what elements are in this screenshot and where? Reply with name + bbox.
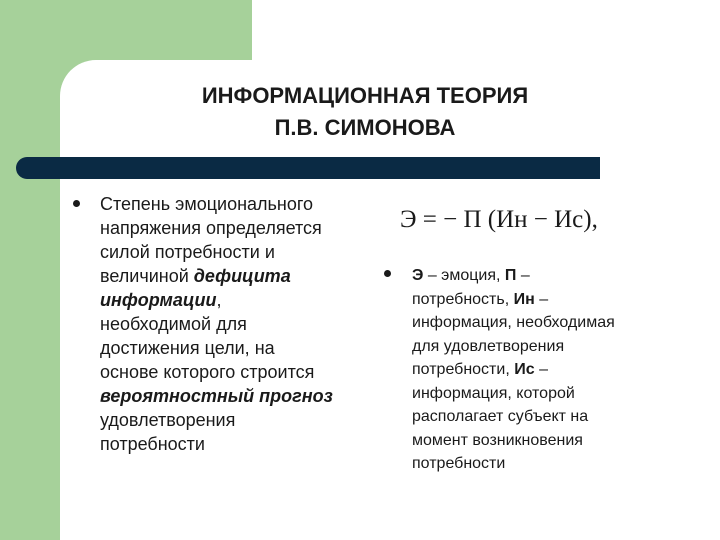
right-line-part: – эмоция, bbox=[423, 267, 505, 284]
right-line-part: потребность, bbox=[412, 290, 514, 308]
right-line bbox=[412, 358, 712, 382]
right-line: момент возникновения bbox=[412, 431, 583, 449]
right-line: потребности bbox=[412, 455, 506, 472]
emphasis-information: информации bbox=[100, 290, 217, 310]
right-line bbox=[412, 264, 712, 288]
right-line: информация, необходимая bbox=[412, 314, 615, 331]
right-line-part: – bbox=[534, 361, 548, 378]
right-line: для удовлетворения bbox=[412, 337, 565, 355]
left-bullet-dot bbox=[73, 200, 80, 207]
left-line: основе которого строится bbox=[100, 362, 315, 382]
title-line-1: ИНФОРМАЦИОННАЯ ТЕОРИЯ bbox=[201, 83, 529, 108]
symbol-e: Э bbox=[412, 267, 424, 284]
title-line-2: П.В. СИМОНОВА bbox=[274, 115, 456, 140]
left-line: удовлетворения bbox=[100, 410, 236, 430]
title-divider-bar bbox=[16, 157, 600, 179]
left-bullet-text bbox=[100, 192, 400, 456]
right-line bbox=[412, 288, 712, 312]
left-line: необходимой для bbox=[100, 314, 247, 334]
symbol-in: Ин bbox=[513, 290, 535, 308]
right-bullet-text bbox=[412, 264, 712, 476]
symbol-p: П bbox=[504, 267, 517, 284]
emphasis-probabilistic-forecast: вероятностный прогноз bbox=[100, 386, 333, 406]
right-line-part: потребности, bbox=[412, 361, 515, 378]
left-line: Степень эмоционального bbox=[100, 194, 314, 214]
emphasis-deficit: дефицита bbox=[193, 266, 291, 286]
left-line bbox=[100, 288, 400, 312]
right-line: информация, которой bbox=[412, 384, 575, 402]
right-bullet-dot bbox=[384, 270, 391, 277]
left-line bbox=[100, 264, 400, 288]
green-left-strip bbox=[0, 0, 60, 540]
left-line: достижения цели, на bbox=[100, 338, 275, 358]
simonov-formula: Э = − П (Ин − Ис), bbox=[400, 206, 598, 233]
left-line-part: , bbox=[216, 290, 222, 310]
right-line: располагает субъект на bbox=[412, 408, 589, 425]
symbol-is: Ис bbox=[514, 361, 535, 378]
left-line: потребности bbox=[100, 434, 205, 454]
left-line: силой потребности и bbox=[100, 242, 275, 262]
slide-title bbox=[120, 80, 610, 144]
right-line-part: – bbox=[516, 267, 530, 284]
left-line-part: величиной bbox=[100, 266, 194, 286]
right-line-part: – bbox=[534, 290, 549, 308]
left-line: напряжения определяется bbox=[100, 218, 322, 238]
